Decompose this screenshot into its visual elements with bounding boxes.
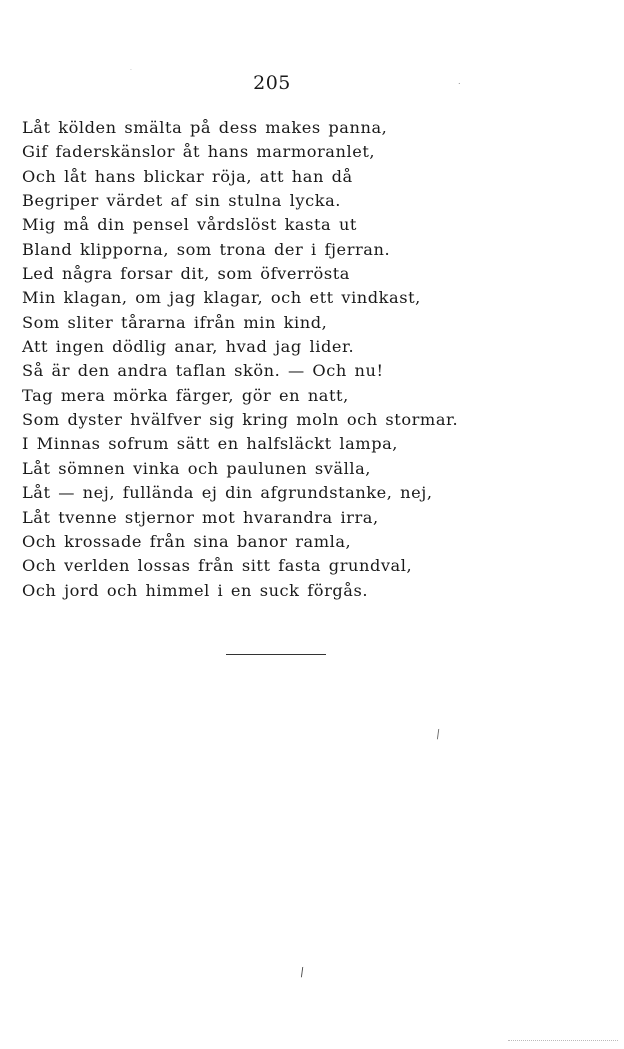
poem-line: Tag mera mörka färger, gör en natt,: [22, 385, 349, 405]
poem-line: Och låt hans blickar röja, att han då: [22, 166, 353, 186]
poem-line: Som dyster hvälfver sig kring moln och stormar.: [22, 410, 459, 430]
poem-text: [22, 116, 602, 603]
section-end-rule: [226, 654, 326, 655]
print-speck: /: [434, 726, 442, 742]
poem-line: Bland klipporna, som trona der i fjerran.: [22, 239, 391, 259]
poem-line: Låt kölden smälta på dess makes panna,: [22, 118, 388, 137]
poem-line: Gif faderskänslor åt hans marmoranlet,: [22, 142, 376, 162]
print-speck: /: [298, 964, 306, 980]
print-speck: .: [458, 77, 461, 86]
poem-line: Och verlden lossas från sitt fasta grundval,: [22, 556, 413, 576]
scan-edge-dots: [508, 1040, 618, 1041]
page-number: 205: [253, 72, 291, 94]
poem-line: Att ingen dödlig anar, hvad jag lider.: [22, 337, 355, 357]
print-speck: .: [130, 65, 132, 72]
poem-line: Låt — nej, fullända ej din afgrundstanke, nej,: [22, 483, 433, 503]
poem-line: Och jord och himmel i en suck förgås.: [22, 580, 369, 600]
poem-line: Låt sömnen vinka och paulunen svälla,: [22, 458, 371, 478]
poem-line: Led några forsar dit, som öfverrösta: [22, 264, 350, 284]
poem-line: I Minnas sofrum sätt en halfsläckt lampa,: [22, 434, 399, 454]
poem-line: Begriper värdet af sin stulna lycka.: [22, 191, 341, 211]
poem-line: Så är den andra taflan skön. — Och nu!: [22, 361, 384, 381]
poem-line: Och krossade från sina banor ramla,: [22, 531, 352, 551]
poem-line: Som sliter tårarna ifrån min kind,: [22, 312, 328, 332]
poem-line: Min klagan, om jag klagar, och ett vindkast,: [22, 288, 421, 308]
poem-line: Låt tvenne stjernor mot hvarandra irra,: [22, 507, 379, 527]
poem-line: Mig må din pensel vårdslöst kasta ut: [22, 215, 357, 235]
